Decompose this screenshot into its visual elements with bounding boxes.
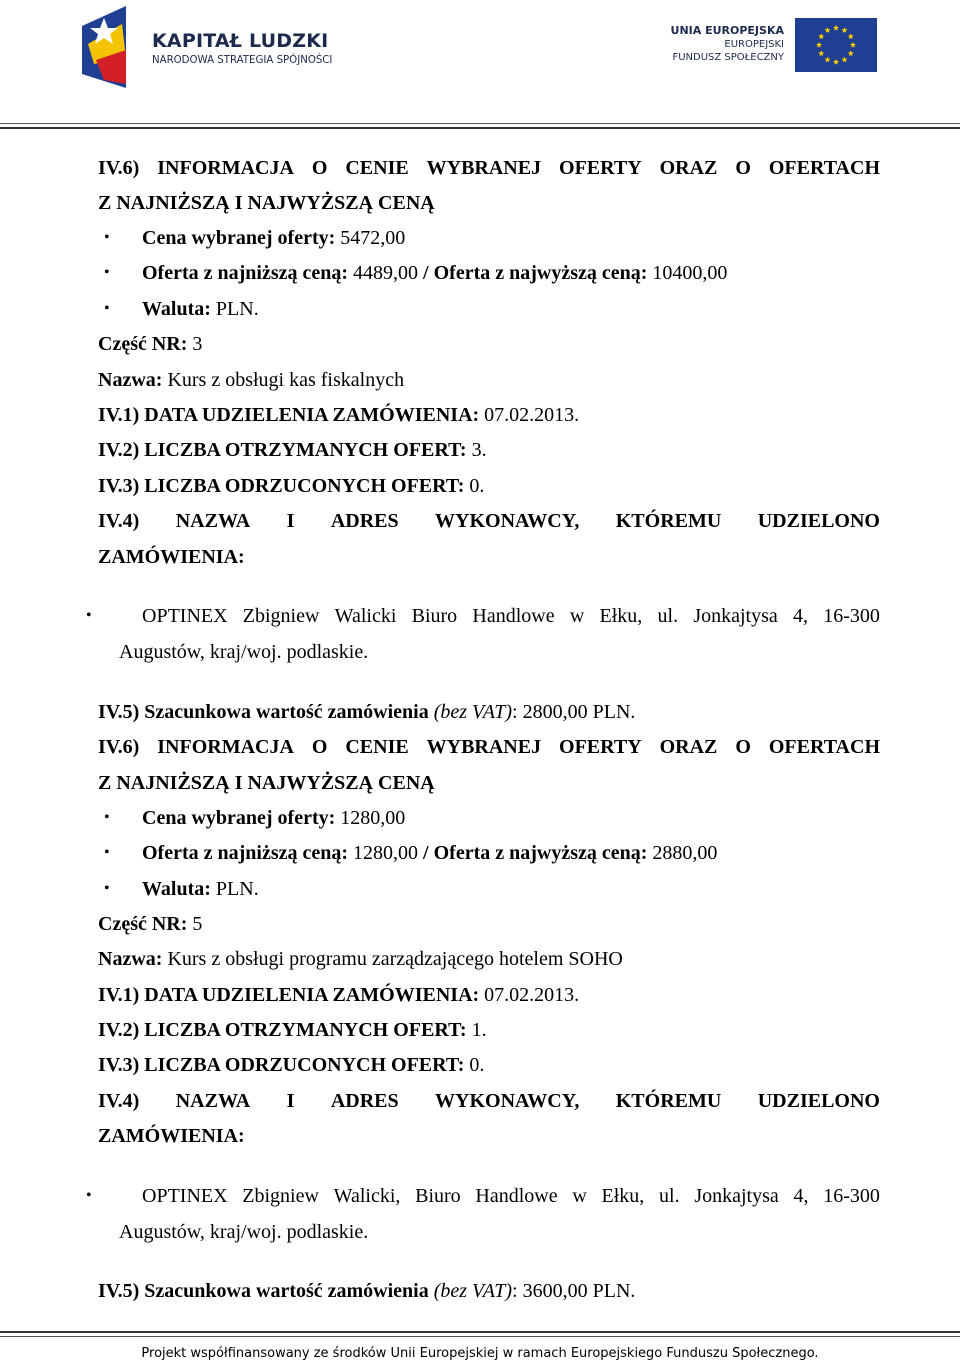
p5-contractor-heading-line2: ZAMÓWIENIA: bbox=[98, 1125, 245, 1147]
bullet-icon: • bbox=[86, 1187, 92, 1204]
s2-currency: Waluta: PLN. bbox=[142, 878, 259, 900]
bullet-icon: • bbox=[86, 607, 92, 624]
ue-logo-line3: FUNDUSZ SPOŁECZNY bbox=[672, 52, 784, 63]
p3-contractor-address-line1: OPTINEX Zbigniew Walicki Biuro Handlowe w Ełku, ul. Jonkajtysa 4, 16-300 bbox=[142, 605, 880, 627]
p5-contractor-heading-line1: IV.4) NAZWA I ADRES WYKONAWCY, KTÓREMU UDZIELONO bbox=[98, 1090, 880, 1112]
kl-logo-title: KAPITAŁ LUDZKI bbox=[152, 30, 329, 52]
footer-text: Projekt współfinansowany ze środków Unii Europejskiej w ramach Europejskiego Funduszu Społecznego. bbox=[141, 1346, 819, 1361]
kl-logo-subtitle: NARODOWA STRATEGIA SPÓJNOŚCI bbox=[152, 55, 333, 66]
s2-heading-line2: Z NAJNIŻSZĄ I NAJWYŻSZĄ CENĄ bbox=[98, 772, 435, 794]
p3-estimated-value: IV.5) Szacunkowa wartość zamówienia (bez VAT): 2800,00 PLN. bbox=[98, 701, 636, 723]
p5-name: Nazwa: Kurs z obsługi programu zarządzającego hotelem SOHO bbox=[98, 948, 623, 970]
s1-currency: Waluta: PLN. bbox=[142, 298, 259, 320]
p3-part-number: Część NR: 3 bbox=[98, 333, 203, 355]
footer-rule-thick bbox=[0, 1331, 960, 1333]
s2-selected-price: Cena wybranej oferty: 1280,00 bbox=[142, 807, 406, 829]
p3-contractor-heading-line2: ZAMÓWIENIA: bbox=[98, 546, 245, 568]
bullet-icon: • bbox=[104, 844, 110, 861]
footer-rule bbox=[0, 1336, 960, 1337]
header-rule bbox=[0, 123, 960, 124]
p3-contractor-heading-line1: IV.4) NAZWA I ADRES WYKONAWCY, KTÓREMU UDZIELONO bbox=[98, 510, 880, 532]
p3-name: Nazwa: Kurs z obsługi kas fiskalnych bbox=[98, 369, 405, 391]
s1-selected-price: Cena wybranej oferty: 5472,00 bbox=[142, 227, 406, 249]
p5-offers-rejected: IV.3) LICZBA ODRZUCONYCH OFERT: 0. bbox=[98, 1054, 485, 1076]
s2-lowest-highest: Oferta z najniższą ceną: 1280,00 / Oferta z najwyższą ceną: 2880,00 bbox=[142, 842, 718, 864]
p5-award-date: IV.1) DATA UDZIELENIA ZAMÓWIENIA: 07.02.2013. bbox=[98, 984, 580, 1006]
p3-award-date: IV.1) DATA UDZIELENIA ZAMÓWIENIA: 07.02.2013. bbox=[98, 404, 580, 426]
bullet-icon: • bbox=[104, 229, 110, 246]
p3-offers-received: IV.2) LICZBA OTRZYMANYCH OFERT: 3. bbox=[98, 439, 487, 461]
bullet-icon: • bbox=[104, 880, 110, 897]
s1-heading-line1: IV.6) INFORMACJA O CENIE WYBRANEJ OFERTY ORAZ O OFERTACH bbox=[98, 157, 880, 179]
s1-heading-line2: Z NAJNIŻSZĄ I NAJWYŻSZĄ CENĄ bbox=[98, 192, 435, 214]
p3-offers-rejected: IV.3) LICZBA ODRZUCONYCH OFERT: 0. bbox=[98, 475, 485, 497]
bullet-icon: • bbox=[104, 264, 110, 281]
eu-flag-icon bbox=[795, 18, 877, 72]
p5-contractor-address-line1: OPTINEX Zbigniew Walicki, Biuro Handlowe w Ełku, ul. Jonkajtysa 4, 16-300 bbox=[142, 1185, 880, 1207]
p5-estimated-value: IV.5) Szacunkowa wartość zamówienia (bez VAT): 3600,00 PLN. bbox=[98, 1280, 636, 1302]
p3-contractor-address-line2: Augustów, kraj/woj. podlaskie. bbox=[119, 641, 369, 663]
ue-logo-line1: UNIA EUROPEJSKA bbox=[670, 24, 784, 37]
bullet-icon: • bbox=[104, 300, 110, 317]
s1-lowest-highest: Oferta z najniższą ceną: 4489,00 / Oferta z najwyższą ceną: 10400,00 bbox=[142, 262, 728, 284]
ue-logo-line2: EUROPEJSKI bbox=[724, 39, 784, 50]
p5-offers-received: IV.2) LICZBA OTRZYMANYCH OFERT: 1. bbox=[98, 1019, 487, 1041]
p5-part-number: Część NR: 5 bbox=[98, 913, 203, 935]
p5-contractor-address-line2: Augustów, kraj/woj. podlaskie. bbox=[119, 1221, 369, 1243]
s2-heading-line1: IV.6) INFORMACJA O CENIE WYBRANEJ OFERTY ORAZ O OFERTACH bbox=[98, 736, 880, 758]
bullet-icon: • bbox=[104, 809, 110, 826]
header-rule-thick bbox=[0, 127, 960, 129]
